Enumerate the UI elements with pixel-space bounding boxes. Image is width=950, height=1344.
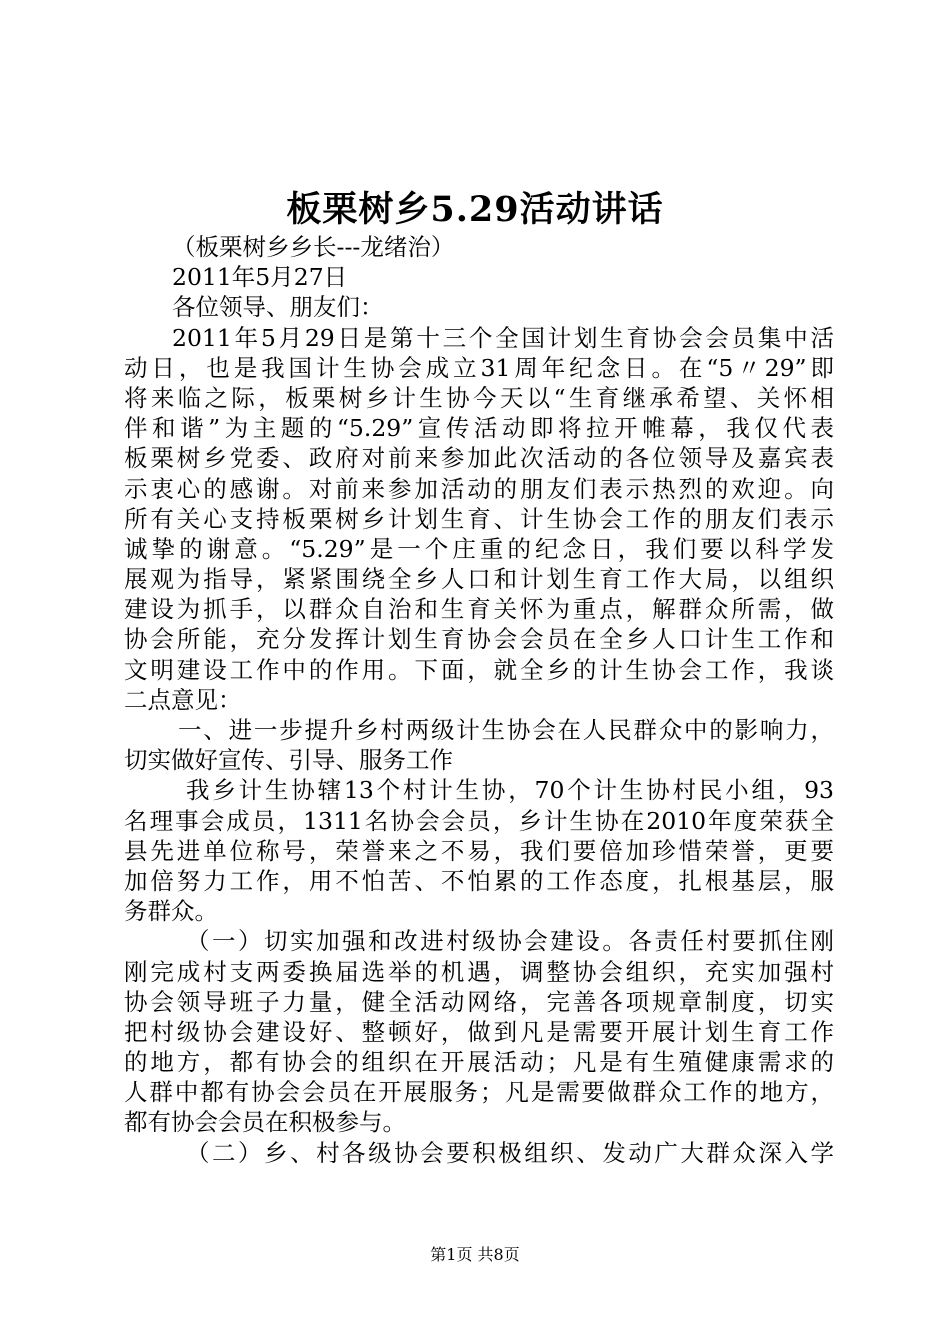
- paragraph-line: 动日，也是我国计生协会成立31周年纪念日。在“5〃29”即: [124, 353, 834, 382]
- paragraph-line: 建设为抓手，以群众自治和生育关怀为重点，解群众所需，做: [124, 595, 834, 624]
- paragraph-line: 都有协会会员在积极参与。: [124, 1108, 406, 1137]
- date-line: 2011年5月27日: [172, 263, 348, 292]
- page-number-footer: 第1页 共8页: [430, 1245, 520, 1264]
- paragraph-line: 县先进单位称号，荣誉来之不易，我们要倍加珍惜荣誉，更要: [124, 836, 834, 865]
- paragraph-line: 示衷心的感谢。对前来参加活动的朋友们表示热烈的欢迎。向: [124, 474, 834, 503]
- section-heading-line: 一、进一步提升乡村两级计生协会在人民群众中的影响力，: [178, 716, 834, 744]
- paragraph-line: 展观为指导，紧紧围绕全乡人口和计划生育工作大局，以组织: [124, 565, 834, 594]
- paragraph-line: （二）乡、村各级协会要积极组织、发动广大群众深入学: [186, 1138, 834, 1167]
- salutation-line: 各位领导、朋友们：: [172, 293, 384, 322]
- paragraph-line: 人群中都有协会会员在开展服务；凡是需要做群众工作的地方，: [124, 1078, 834, 1107]
- paragraph-line: 加倍努力工作，用不怕苦、不怕累的工作态度，扎根基层，服: [124, 866, 834, 895]
- paragraph-line: 名理事会成员，1311名协会会员，乡计生协在2010年度荣获全: [124, 806, 834, 835]
- paragraph-line: 务群众。: [124, 897, 218, 926]
- paragraph-line: 协会领导班子力量，健全活动网络，完善各项规章制度，切实: [124, 987, 834, 1016]
- author-line: （板栗树乡乡长---龙绪治）: [172, 233, 455, 261]
- paragraph-line: 刚完成村支两委换届选举的机遇，调整协会组织，充实加强村: [124, 957, 834, 986]
- section-heading-line: 切实做好宣传、引导、服务工作: [124, 746, 453, 775]
- document-body: [124, 232, 834, 1168]
- paragraph-line: 2011年5月29日是第十三个全国计划生育协会会员集中活: [172, 323, 834, 352]
- paragraph-line: 协会所能，充分发挥计划生育协会会员在全乡人口计生工作和: [124, 625, 834, 654]
- paragraph-line: （一）切实加强和改进村级协会建设。各责任村要抓住刚: [186, 927, 834, 956]
- paragraph-line: 二点意见：: [124, 685, 242, 714]
- paragraph-line: 的地方，都有协会的组织在开展活动；凡是有生殖健康需求的: [124, 1048, 834, 1077]
- paragraph-line: 板栗树乡党委、政府对前来参加此次活动的各位领导及嘉宾表: [124, 444, 834, 473]
- paragraph-line: 伴和谐”为主题的“5.29”宣传活动即将拉开帷幕，我仅代表: [124, 414, 834, 443]
- paragraph-line: 把村级协会建设好、整顿好，做到凡是需要开展计划生育工作: [124, 1017, 834, 1046]
- paragraph-line: 所有关心支持板栗树乡计划生育、计生协会工作的朋友们表示: [124, 504, 834, 533]
- paragraph-line: 将来临之际，板栗树乡计生协今天以“生育继承希望、关怀相: [124, 383, 834, 412]
- paragraph-line: 文明建设工作中的作用。下面，就全乡的计生协会工作，我谈: [124, 655, 834, 684]
- paragraph-line: 我乡计生协辖13个村计生协，70个计生协村民小组，93: [186, 776, 834, 805]
- paragraph-line: 诚挚的谢意。“5.29”是一个庄重的纪念日，我们要以科学发: [124, 534, 834, 563]
- document-title: 板栗树乡5.29活动讲话: [286, 189, 664, 230]
